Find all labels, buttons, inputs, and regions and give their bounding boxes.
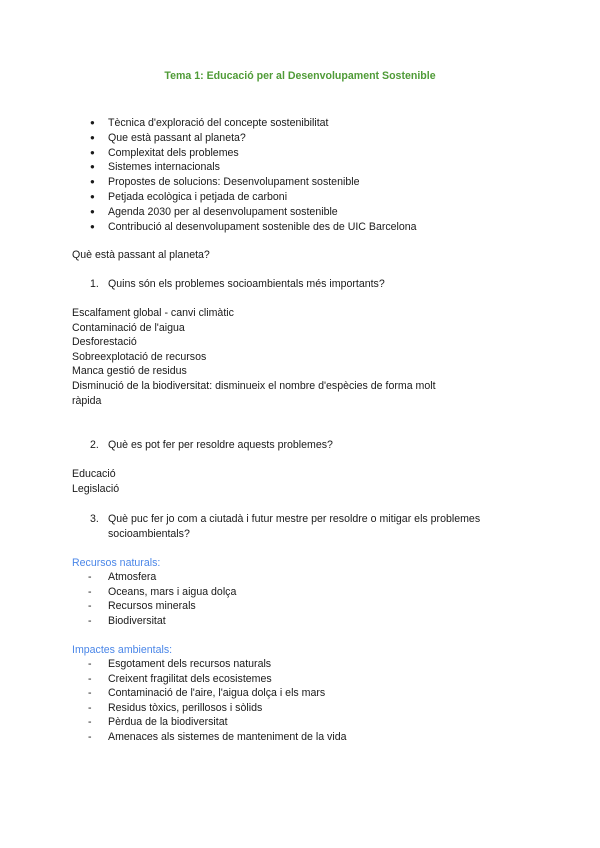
solution-item: Legislació [72,482,120,495]
list-item: ● Que està passant al planeta? [90,131,417,146]
list-item: ● Tècnica d'exploració del concepte sostenibilitat [90,116,417,131]
list-item: - Esgotament dels recursos naturals [88,657,346,672]
problem-item: ràpida [72,394,102,407]
list-item: ● Sistemes internacionals [90,160,417,175]
environmental-impacts-heading: Impactes ambientals: [72,644,173,656]
solution-item: Educació [72,468,116,480]
natural-resources-list [88,570,236,628]
solutions-list [72,467,119,496]
problems-list [72,306,436,408]
page-title: Tema 1: Educació per al Desenvolupament Sostenible [164,70,436,82]
problem-item: Desforestació [72,336,137,349]
question-text [108,512,480,541]
list-item: - Amenaces als sistemes de manteniment de la vida [88,730,346,745]
list-item: ● Contribució al desenvolupament sostenible des de UIC Barcelona [90,220,417,235]
section-question: Què està passant al planeta? [72,249,210,261]
question-number: 2. [90,439,99,451]
question-text-line: Què puc fer jo com a ciutadà i futur mestre per resoldre o mitigar els problemes [108,513,481,525]
question-number: 3. [90,513,99,525]
list-item: ● Complexitat dels problemes [90,146,417,161]
question-text: Quins són els problemes socioambientals més importants? [108,278,385,290]
list-item: ● Petjada ecològica i petjada de carboni [90,190,417,205]
problem-item: Contaminació de l'aigua [72,321,185,334]
list-item: - Creixent fragilitat dels ecosistemes [88,672,346,687]
problem-item: Sobreexplotació de recursos [72,350,207,363]
list-item: - Residus tòxics, perillosos i sòlids [88,701,346,716]
list-item: - Biodiversitat [88,614,236,629]
list-item: - Oceans, mars i aigua dolça [88,585,236,600]
problem-item: Disminució de la biodiversitat: disminueix el nombre d'espècies de forma molt [72,379,436,392]
natural-resources-heading: Recursos naturals: [72,557,161,569]
list-item: - Recursos minerals [88,599,236,614]
list-item: ● Propostes de solucions: Desenvolupament sostenible [90,175,417,190]
question-text: Què es pot fer per resoldre aquests problemes? [108,439,333,451]
question-1 [90,277,385,292]
problem-item: Escalfament global - canvi climàtic [72,307,234,319]
list-item: - Contaminació de l'aire, l'aigua dolça i els mars [88,686,346,701]
problem-item: Manca gestió de residus [72,365,187,378]
question-number: 1. [90,278,99,290]
environmental-impacts-list [88,657,346,745]
list-item: - Atmosfera [88,570,236,585]
question-text-line: socioambientals? [108,527,190,540]
list-item: - Pèrdua de la biodiversitat [88,715,346,730]
topics-list [90,116,417,234]
question-3 [90,512,480,541]
question-2 [90,438,333,453]
list-item: ● Agenda 2030 per al desenvolupament sostenible [90,205,417,220]
